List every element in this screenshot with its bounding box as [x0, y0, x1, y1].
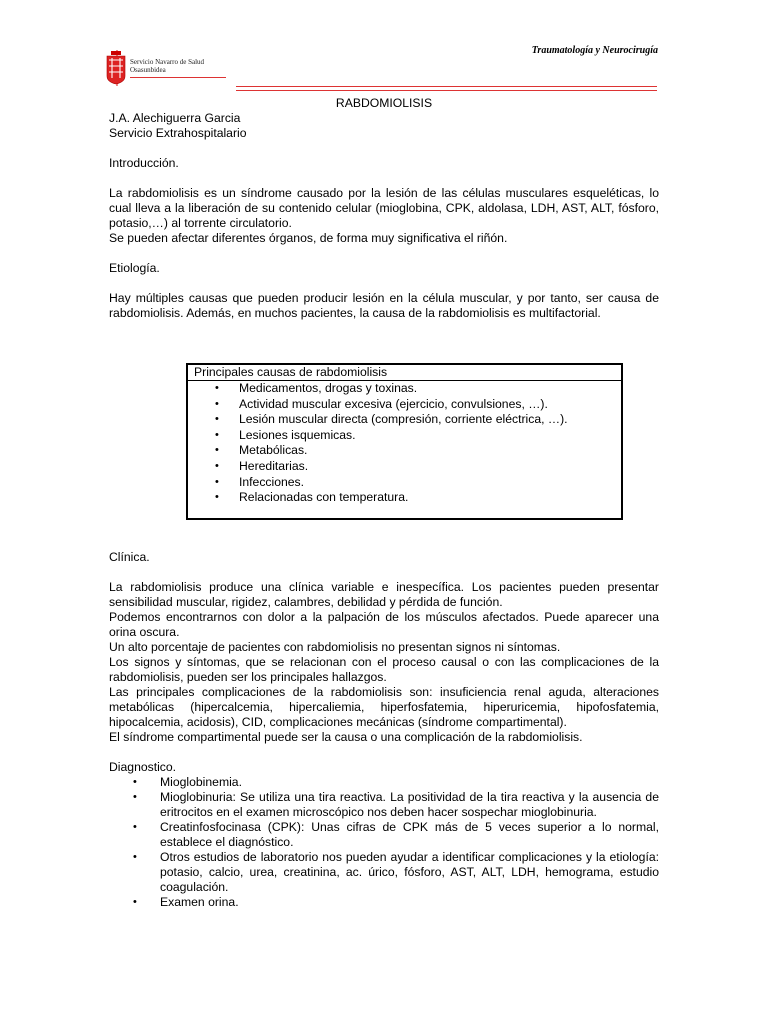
clinic-heading: Clínica. [109, 549, 150, 564]
clinic-paragraph-5: Las principales complicaciones de la rabdomiolisis son: insuficiencia renal aguda, alteraciones metabólicas (hipercalcemia, hipercaliemia, hiperfosfatemia, hiperuricemia, hipofosfatemia, hipocalcemia, acidosis), CID, complicaciones mecánicas (síndrome compartimental). [109, 684, 659, 729]
cause-item: • Infecciones. [188, 475, 621, 491]
etiology-heading: Etiología. [109, 261, 160, 275]
cause-item: • Relacionadas con temperatura. [188, 490, 621, 506]
diagnostic-item: • Creatinfosfocinasa (CPK): Unas cifras de CPK más de 5 veces superior a lo normal, establece el diagnóstico. [109, 820, 659, 850]
logo-line-2: Osasunbidea [130, 66, 166, 74]
causes-list [188, 381, 621, 518]
header-rule-bottom [236, 90, 657, 91]
etiology-paragraph: Hay múltiples causas que pueden producir lesión en la célula muscular, y por tanto, ser causa de rabdomiolisis. Además, en muchos pacientes, la causa de la rabdomiolisis es multifactorial. [109, 291, 659, 320]
department-header: Traumatología y Neurocirugía [531, 45, 658, 56]
intro-heading: Introducción. [109, 156, 179, 170]
clinic-paragraph-1: La rabdomiolisis produce una clínica variable e inespecífica. Los pacientes pueden presentar sensibilidad muscular, rigidez, calambres, debilidad y pérdida de función. [109, 579, 659, 609]
clinic-paragraph-3: Un alto porcentaje de pacientes con rabdomiolisis no presentan signos ni síntomas. [109, 639, 561, 654]
document-title: RABDOMIOLISIS [335, 96, 433, 110]
author-name: J.A. Alechiguerra Garcia [109, 111, 241, 125]
cause-item: • Lesiones isquemicas. [188, 428, 621, 444]
diagnostic-item: • Otros estudios de laboratorio nos pueden ayudar a identificar complicaciones y la etiología: potasio, calcio, urea, creatinina, ac. úrico, fósforo, AST, ALT, LDH, hemograma, estudio coagulación. [109, 850, 659, 895]
cause-item: • Medicamentos, drogas y toxinas. [188, 381, 621, 397]
clinic-paragraph-4: Los signos y síntomas, que se relacionan con el proceso causal o con las complicaciones de la rabdomiolisis, pueden ser los principales hallazgos. [109, 654, 659, 684]
clinic-paragraph-2: Podemos encontrarnos con dolor a la palpación de los músculos afectados. Puede aparecer una orina oscura. [109, 609, 659, 639]
diagnostic-list [109, 775, 659, 910]
cause-item: • Hereditarias. [188, 459, 621, 475]
diagnostic-item: • Examen orina. [109, 895, 659, 910]
cause-item: • Actividad muscular excesiva (ejercicio, convulsiones, …). [188, 397, 621, 413]
diagnostic-heading: Diagnostico. [109, 759, 177, 774]
logo-underline [130, 77, 226, 78]
diagnostic-item: • Mioglobinemia. [109, 775, 659, 790]
intro-paragraph-2: Se pueden afectar diferentes órganos, de forma muy significativa el riñón. [109, 231, 508, 245]
document-body [109, 96, 659, 910]
causes-table [186, 363, 623, 520]
clinic-paragraph-6: El síndrome compartimental puede ser la causa o una complicación de la rabdomiolisis. [109, 729, 583, 744]
diagnostic-item: • Mioglobinuria: Se utiliza una tira reactiva. La positividad de la tira reactiva y la ausencia de eritrocitos en el examen microscópico nos deben hacer sospechar mioglobinuria. [109, 790, 659, 820]
intro-paragraph-1: La rabdomiolisis es un síndrome causado por la lesión de las células musculares esqueléticas, lo cual lleva a la liberación de su contenido celular (mioglobina, CPK, aldolasa, LDH, AST, ALT, fósforo, potasio,…) al torrente circulatorio. [109, 186, 659, 230]
cause-item: • Metabólicas. [188, 443, 621, 459]
logo-line-1: Servicio Navarro de Salud [130, 58, 205, 66]
header-rule-top [236, 86, 657, 87]
author-service: Servicio Extrahospitalario [109, 126, 247, 140]
causes-table-header: Principales causas de rabdomiolisis [188, 365, 621, 381]
cause-item: • Lesión muscular directa (compresión, corriente eléctrica, …). [188, 412, 621, 428]
